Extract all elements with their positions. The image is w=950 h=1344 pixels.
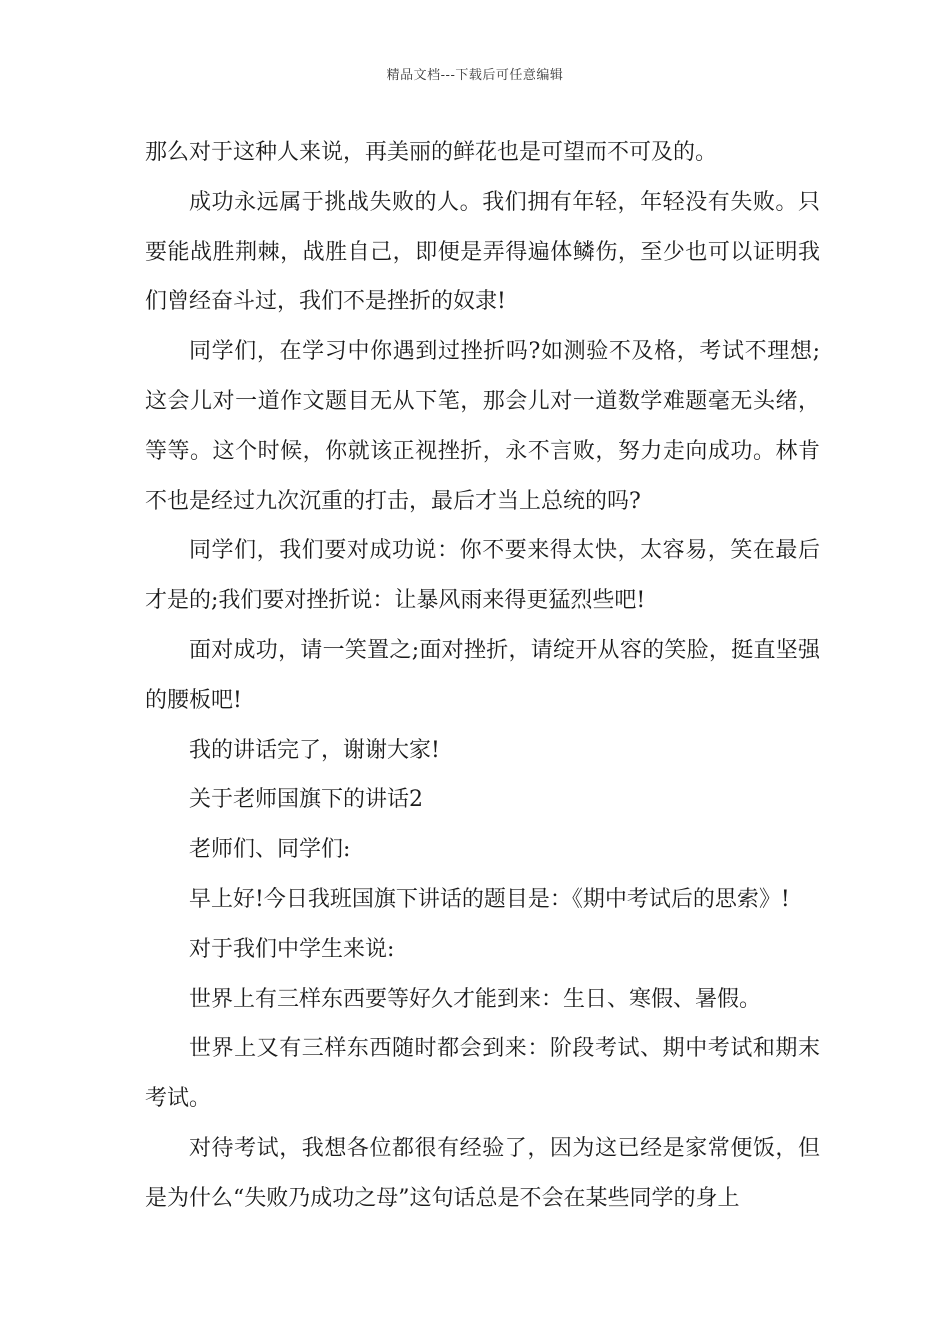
paragraph-13: 对待考试，我想各位都很有经验了，因为这已经是家常便饭，但是为什么“失败乃成功之母”这句话总是不会在某些同学的身上 (145, 1135, 820, 1211)
paragraph-6: 我的讲话完了，谢谢大家! (189, 737, 440, 763)
salutation: 老师们、同学们: (189, 837, 351, 863)
paragraph-1: 那么对于这种人来说，再美丽的鲜花也是可望而不可及的。 (145, 140, 718, 165)
paragraph-5: 面对成功，请一笑置之;面对挫折，请绽开从容的笑脸，挺直坚强的腰板吧! (145, 637, 820, 713)
paragraph-2: 成功永远属于挑战失败的人。我们拥有年轻，年轻没有失败。只要能战胜荆棘，战胜自己，即便是弄得遍体鳞伤，至少也可以证明我们曾经奋斗过，我们不是挫折的奴隶! (145, 189, 820, 315)
paragraph-10: 对于我们中学生来说: (189, 936, 395, 962)
section-title: 关于老师国旗下的讲话2 (189, 787, 423, 813)
paragraph-4: 同学们，我们要对成功说：你不要来得太快，太容易，笑在最后才是的;我们要对挫折说：让暴风雨来得更猛烈些吧! (145, 538, 820, 614)
paragraph-3: 同学们，在学习中你遇到过挫折吗?如测验不及格，考试不理想;这会儿对一道作文题目无从下笔，那会儿对一道数学难题毫无头绪，等等。这个时候，你就该正视挫折，永不言败，努力走向成功。林肯不也是经过九次沉重的打击，最后才当上总统的吗? (145, 339, 820, 514)
document-body (145, 128, 820, 1224)
page-header: 精品文档---下载后可任意编辑 (386, 68, 564, 83)
paragraph-9: 早上好!今日我班国旗下讲话的题目是：《期中考试后的思索》! (189, 886, 790, 912)
paragraph-11: 世界上有三样东西要等好久才能到来：生日、寒假、暑假。 (189, 986, 762, 1012)
paragraph-12: 世界上又有三样东西随时都会到来：阶段考试、期中考试和期末考试。 (145, 1036, 820, 1112)
